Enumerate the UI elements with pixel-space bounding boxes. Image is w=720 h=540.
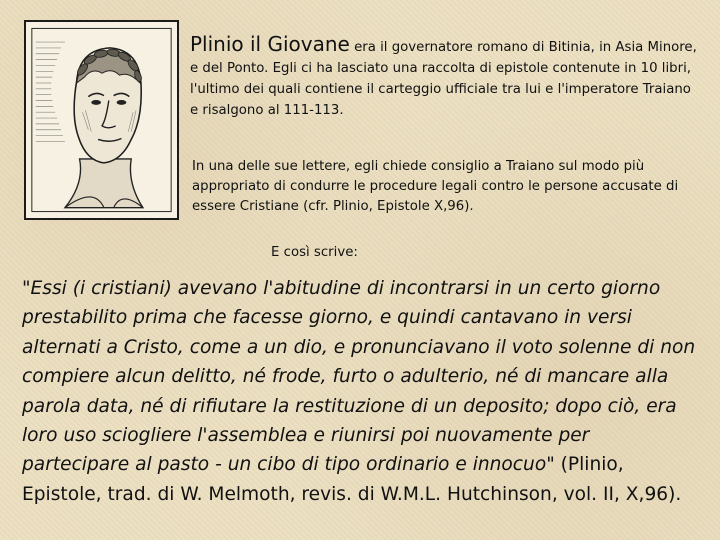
intro-text: era il governatore romano di Bitinia, in Asia Minore, e del Ponto. Egli ci ha lasciato una raccolta di epistole contenute in 10 libri, l'ultimo dei quali contiene il carteggio ufficiale tra lui e l'imperatore Traiano e risalgono al 111-113. bbox=[190, 40, 697, 118]
portrait-image bbox=[24, 20, 179, 220]
letter-paragraph: In una delle sue lettere, egli chiede consiglio a Traiano sul modo più appropriato di condurre le procedure legali contro le persone accusate di essere Cristiane (cfr. Plinio, Epistole X,96). bbox=[192, 159, 679, 214]
laurel-portrait-icon bbox=[26, 22, 177, 218]
intro-paragraph bbox=[190, 34, 700, 121]
quote-text: "Essi (i cristiani) avevano l'abitudine di incontrarsi in un certo giorno prestabilito prima che facesse giorno, e quindi cantavano in versi alternati a Cristo, come a un dio, e pronunciavano il voto solenne di non compiere alcun delitto, né frode, furto o adulterio, né di mancare alla parola data, né di rifiutare la restituzione di un deposito; dopo ciò, era loro uso sciogliere l'assemblea e riunirsi poi nuovamente per partecipare al pasto - un cibo di tipo ordinario e innocuo" bbox=[22, 278, 696, 476]
author-name: Plinio il Giovane bbox=[190, 32, 350, 56]
quote-paragraph bbox=[22, 274, 702, 509]
transition-line: E così scrive: bbox=[271, 245, 358, 260]
quote-citation: (Plinio, Epistole, trad. di W. Melmoth, revis. di W.M.L. Hutchinson, vol. II, X,96). bbox=[22, 454, 682, 505]
